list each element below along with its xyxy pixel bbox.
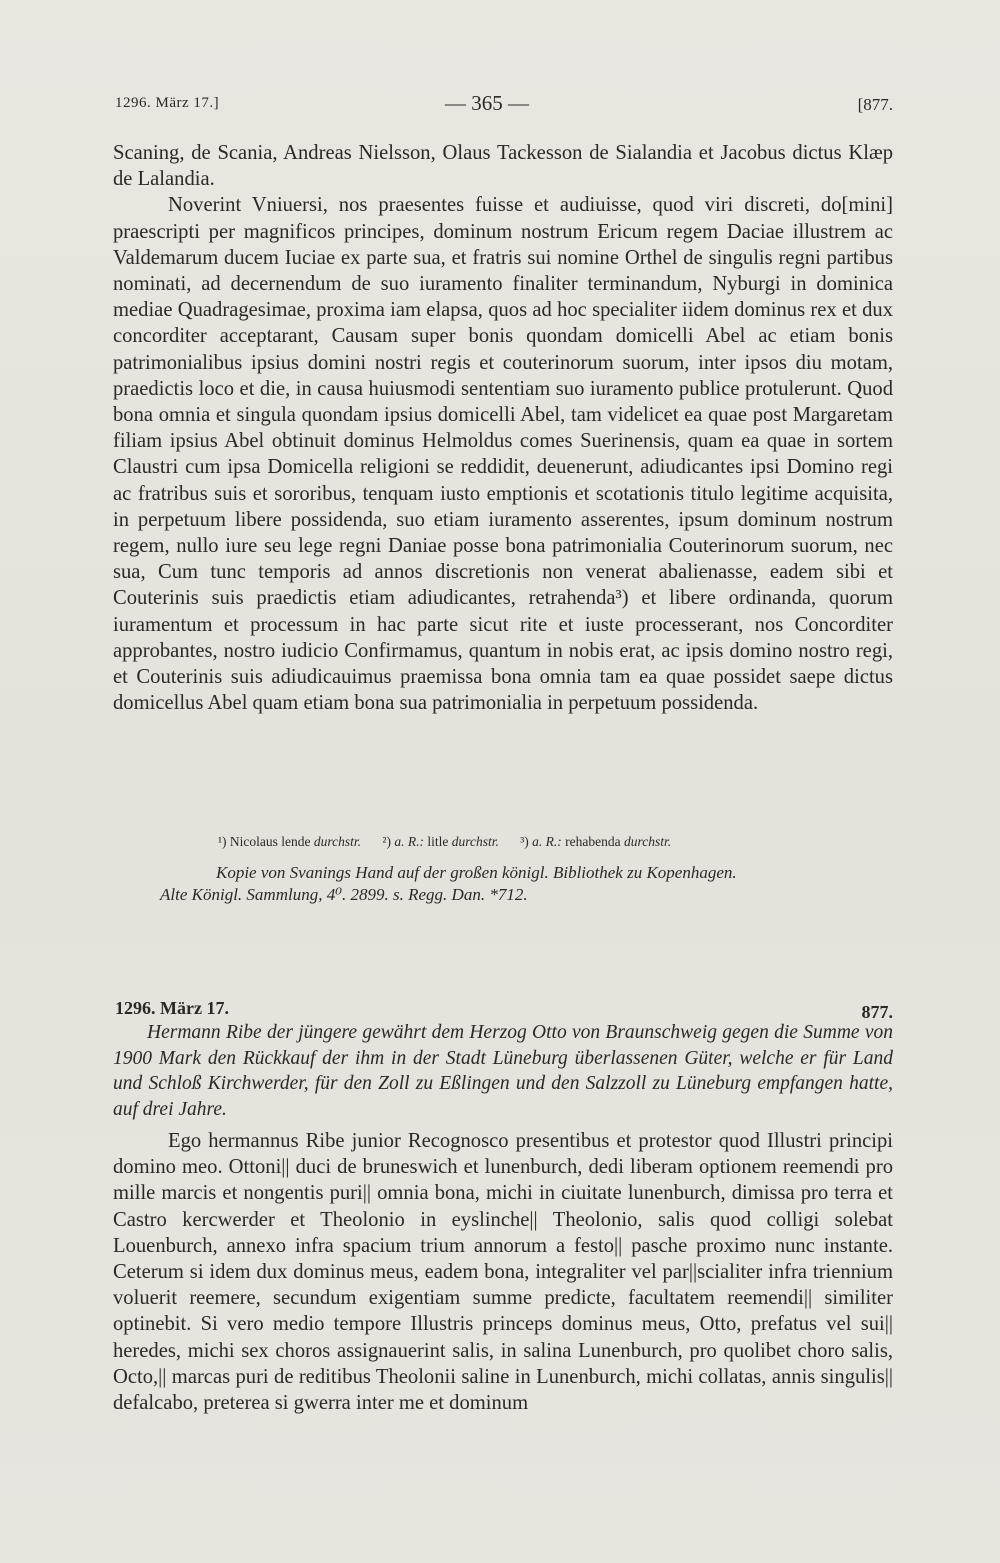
footnote-3: ³) a. R.: rehabenda durchstr. [520,834,672,849]
page-number: — 365 — [445,91,529,115]
regest-text: Hermann Ribe der jüngere gewährt dem Herzog Otto von Braunschweig gegen die Summe von 1900 Mark den Rückkauf der ihm in der Stadt Lüneburg überlassenen Güter, welche er für Land und Schloß Kirchwerder, für den Zoll zu Eßlingen und den Salzzoll zu Lüneburg empfangen hatte, auf drei Jahre. [113,1022,893,1120]
document-number: [877. [857,95,893,114]
document-877-text [113,1128,893,1416]
entry-date: 1296. März 17. [115,998,229,1018]
running-head-date: 1296. März 17.] [115,95,220,111]
entry-number: 877. [861,1002,893,1022]
footnote-2: ²) a. R.: litle durchstr. [382,834,499,849]
footnote-1: ¹) Nicolaus lende durchstr. [218,834,362,849]
paragraph: Scaning, de Scania, Andreas Nielsson, Olaus Tackesson de Sialandia et Jacobus dictus Klæp de Lalandia. [113,142,893,191]
paragraph: Noverint Vniuersi, nos praesentes fuisse et audiuisse, quod viri discreti, do[mini] praescripti per magnificos principes, dominum nostrum Ericum regem Daciae illustrem ac Valdemarum ducem Iuciae ex parte sua, et fratris sui nomine Orthel de singulis regni partibus nominati, ad decernendum de suo iuramento finaliter terminandum, Nyburgi in dominica mediae Quadragesimae, proxima iam elapsa, quos ad hoc specialiter iidem dominus rex et dux concorditer acceptarant, Causam super bonis quondam domicelli Abel ac etiam bonis patrimonialibus ipsius domini nostri regis et couterinorum suorum, inter ipsos diu motam, praedictis loco et die, in causa huiusmodi sententiam suo iuramento publice protulerunt. Quod bona omnia et singula quondam ipsius domicelli Abel, tam videlicet ea quae post Margaretam filiam ipsius Abel obtinuit dominus Helmoldus comes Suerinensis, quam ea quae in sortem Claustri cum ipsa Domicella religioni se reddidit, deuenerunt, adiudicantes ipsi Domino regi ac fratribus suis et sororibus, tenquam iusto emptionis et scotationis titulo legitime acquisita, in perpetuum libere possidenda, suo etiam iuramento asserentes, ipsum dominum nostrum regem, nullo iure seu lege regni Daniae posse bona patrimonialia Couterinorum suorum, nec sua, Cum tunc temporis ad annos discretionis non venerat abalienasse, eadem sibi et Couterinis suis praedictis etiam adiudicantes, retrahenda³) et libere ordinanda, quorum iuramentum et processum in hac parte sicut rite et iuste processerant, nos Concorditer approbantes, nostro iudicio Confirmamus, quantum in nobis erat, ac ipsis domino nostro regi, et Couterinis suis adiudicauimus praemissa bona omnia tam ea quae possidet saepe dictus domicellus Abel quam etiam bona sua patrimonialia in perpetuum possidenda. [113,194,893,715]
source-line-1: Kopie von Svanings Hand auf der großen königl. Bibliothek zu Kopenhagen. [216,863,737,882]
footnotes [218,833,898,851]
paragraph: Ego hermannus Ribe junior Recognosco presentibus et protestor quod Illustri principi domino meo. Ottoni|| duci de bruneswich et lunenburch, dedi liberam optionem reemendi pro mille marcis et nongentis puri|| omnia bona, michi in ciuitate lunenburch, dimissa pro terra et Castro kercwerder et Theolonio in eyslinche|| Theolonio, salis quod colligi solebat Louenburch, annexo infra spacium trium annorum a festo|| pasche proximo nunc instante. Ceterum si idem dux dominus meus, eadem bona, integraliter vel par||scialiter infra triennium voluerit reemere, secundum exigentiam summe predicte, facultatem reemendi|| similiter optinebit. Si vero medio tempore Illustris princeps dominus meus, Otto, prefatus vel sui|| heredes, michi sex choros assignauerint salis, in salina Lunenburch, pro quolibet choro salis, Octo,|| marcas puri de reditibus Theolonii saline in Lunenburch, michi collatas, annis singulis|| defalcabo, preterea si gwerra inter me et dominum [113,1130,893,1415]
running-head [115,93,893,121]
source-note [160,862,900,906]
source-line-2: Alte Königl. Sammlung, 4⁰. 2899. s. Regg. Dan. *712. [160,885,528,904]
document-876-text [113,140,893,716]
regest-summary [113,1020,893,1122]
